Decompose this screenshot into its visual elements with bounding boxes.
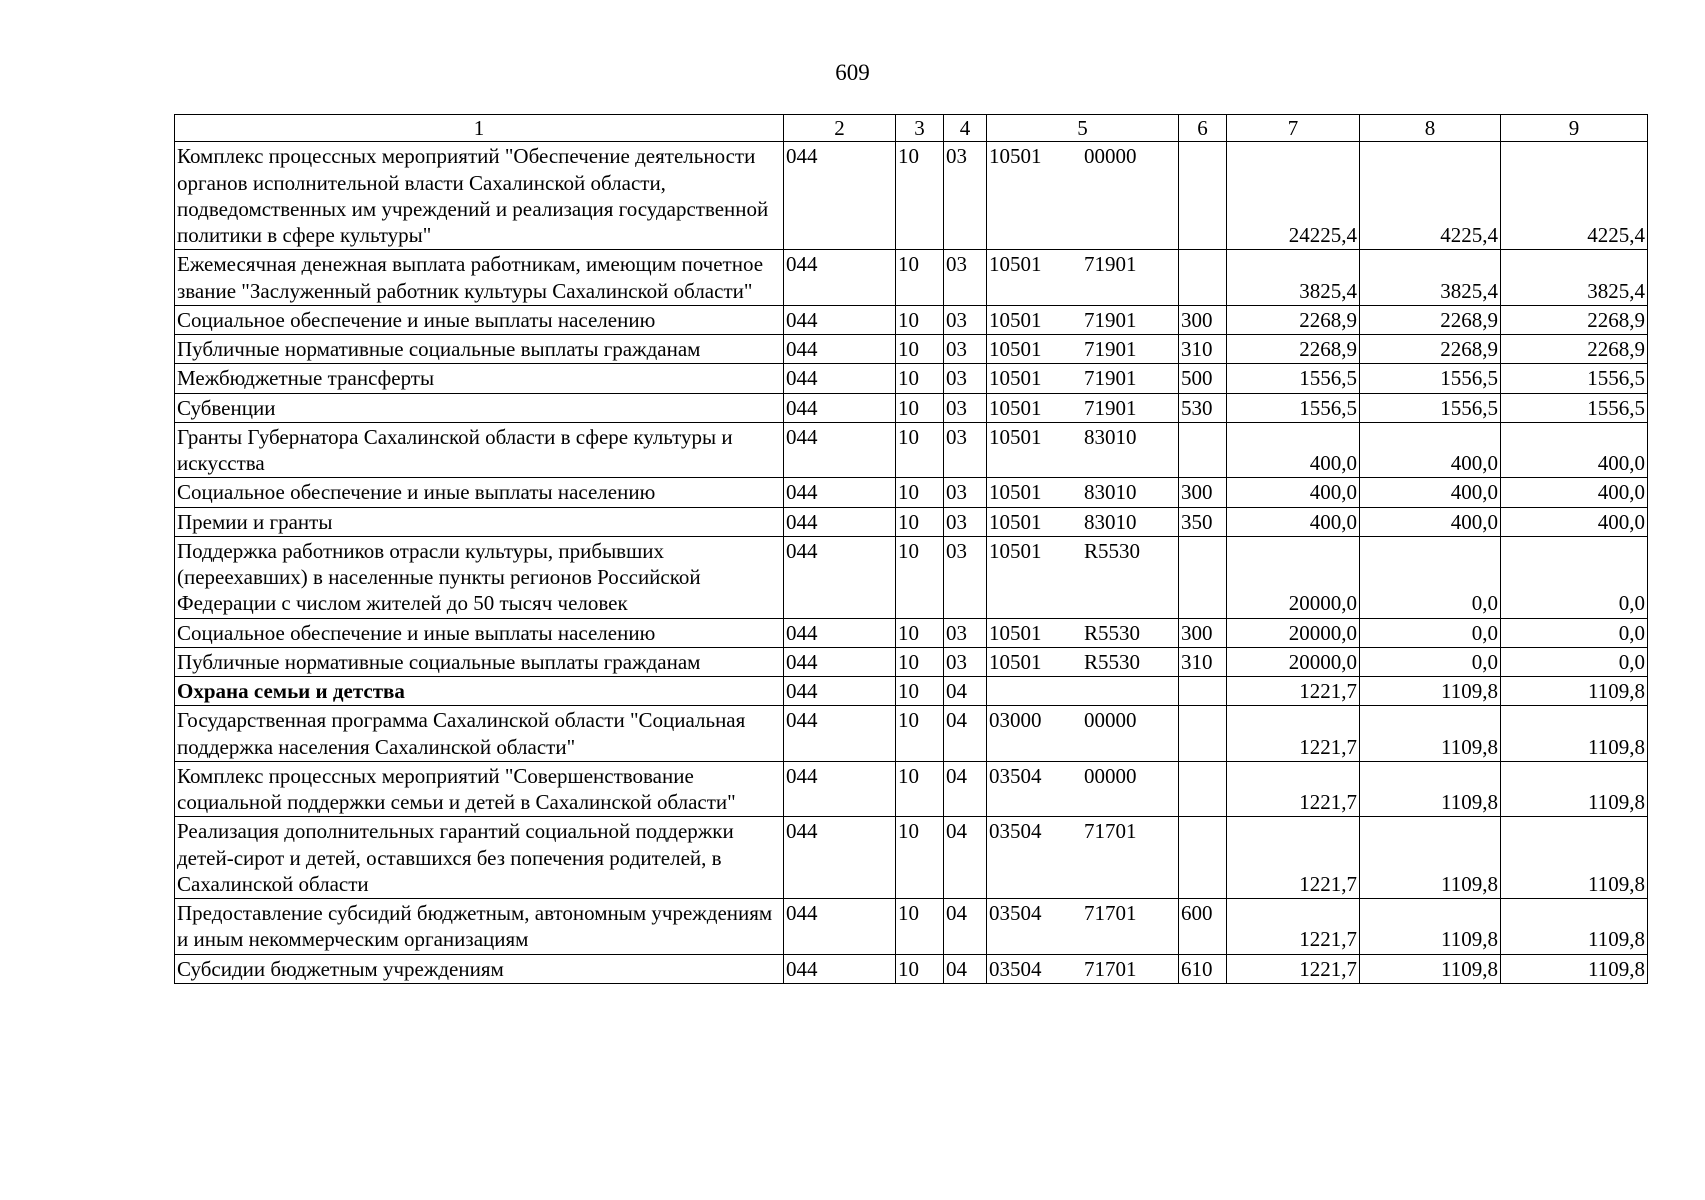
amount-year2-cell: 3825,4 (1360, 250, 1501, 306)
expense-type-cell (1179, 817, 1227, 899)
target-article-program-code: 10501 (989, 509, 1042, 534)
section-code-cell: 10 (896, 507, 944, 536)
table-row (175, 250, 1648, 306)
amount-year1-cell: 20000,0 (1227, 618, 1360, 647)
expense-type-cell (1179, 706, 1227, 762)
target-article-cell (987, 478, 1179, 507)
row-name-cell: Публичные нормативные социальные выплаты гражданам (175, 647, 784, 676)
row-name-cell: Субсидии бюджетным учреждениям (175, 954, 784, 983)
table-row (175, 305, 1648, 334)
column-header-9: 9 (1501, 115, 1648, 142)
amount-year1-cell: 1221,7 (1227, 817, 1360, 899)
column-header-8: 8 (1360, 115, 1501, 142)
amount-year2-cell: 1109,8 (1360, 899, 1501, 955)
expense-type-cell: 530 (1179, 393, 1227, 422)
target-article-direction-code: 83010 (1084, 424, 1137, 449)
target-article-cell (987, 142, 1179, 250)
subsection-code-cell: 03 (944, 536, 987, 618)
ministry-code-cell: 044 (784, 761, 896, 817)
target-article-direction-code: 71901 (1084, 252, 1137, 277)
section-code-cell: 10 (896, 899, 944, 955)
ministry-code-cell: 044 (784, 335, 896, 364)
expense-type-cell: 300 (1179, 305, 1227, 334)
subsection-code-cell: 04 (944, 899, 987, 955)
target-article-cell (987, 761, 1179, 817)
expense-type-cell (1179, 250, 1227, 306)
amount-year3-cell: 1109,8 (1501, 761, 1648, 817)
column-header-1: 1 (175, 115, 784, 142)
target-article-cell (987, 954, 1179, 983)
amount-year1-cell: 1556,5 (1227, 364, 1360, 393)
table-row (175, 618, 1648, 647)
amount-year2-cell: 1109,8 (1360, 817, 1501, 899)
amount-year1-cell: 3825,4 (1227, 250, 1360, 306)
row-name-cell: Социальное обеспечение и иные выплаты населению (175, 618, 784, 647)
expense-type-cell: 350 (1179, 507, 1227, 536)
target-article-program-code: 10501 (989, 337, 1042, 361)
row-name-cell: Предоставление субсидий бюджетным, автономным учреждениям и иным некоммерческим организациям (175, 899, 784, 955)
table-row (175, 335, 1648, 364)
subsection-code-cell: 04 (944, 677, 987, 706)
amount-year3-cell: 1109,8 (1501, 677, 1648, 706)
row-name-cell: Гранты Губернатора Сахалинской области в сфере культуры и искусства (175, 422, 784, 478)
ministry-code-cell: 044 (784, 364, 896, 393)
target-article-direction-code: 71701 (1084, 901, 1137, 925)
amount-year2-cell: 1109,8 (1360, 706, 1501, 762)
section-code-cell: 10 (896, 478, 944, 507)
expense-type-cell: 300 (1179, 478, 1227, 507)
subsection-code-cell: 03 (944, 305, 987, 334)
target-article-program-code: 10501 (989, 620, 1042, 645)
target-article-direction-code: R5530 (1084, 620, 1141, 645)
target-article-program-code: 10501 (989, 649, 1042, 674)
target-article-cell (987, 677, 1179, 706)
subsection-code-cell: 04 (944, 817, 987, 899)
amount-year3-cell: 400,0 (1501, 478, 1648, 507)
target-article-program-code: 10501 (989, 424, 1042, 449)
amount-year3-cell: 0,0 (1501, 647, 1648, 676)
table-row (175, 422, 1648, 478)
amount-year2-cell: 400,0 (1360, 422, 1501, 478)
subsection-code-cell: 03 (944, 335, 987, 364)
amount-year3-cell: 2268,9 (1501, 335, 1648, 364)
target-article-cell (987, 817, 1179, 899)
ministry-code-cell: 044 (784, 507, 896, 536)
target-article-cell (987, 899, 1179, 955)
expense-type-cell: 610 (1179, 954, 1227, 983)
section-code-cell: 10 (896, 706, 944, 762)
table-row (175, 706, 1648, 762)
amount-year1-cell: 1221,7 (1227, 761, 1360, 817)
expense-type-cell: 500 (1179, 364, 1227, 393)
expense-type-cell (1179, 422, 1227, 478)
subsection-code-cell: 03 (944, 507, 987, 536)
table-row (175, 817, 1648, 899)
target-article-cell (987, 536, 1179, 618)
amount-year3-cell: 3825,4 (1501, 250, 1648, 306)
target-article-program-code: 10501 (989, 480, 1042, 505)
amount-year3-cell: 400,0 (1501, 422, 1648, 478)
row-name-cell: Комплекс процессных мероприятий "Обеспечение деятельности органов исполнительной власти Сахалинской области, подведомственных им учреждений и реализация государственной политики в сфере культуры" (175, 142, 784, 250)
subsection-code-cell: 03 (944, 250, 987, 306)
column-header-5: 5 (987, 115, 1179, 142)
section-code-cell: 10 (896, 647, 944, 676)
section-code-cell: 10 (896, 677, 944, 706)
expense-type-cell (1179, 142, 1227, 250)
amount-year3-cell: 400,0 (1501, 507, 1648, 536)
target-article-cell (987, 250, 1179, 306)
target-article-direction-code: R5530 (1084, 649, 1141, 674)
target-article-direction-code: 83010 (1084, 509, 1137, 534)
amount-year2-cell: 400,0 (1360, 478, 1501, 507)
amount-year1-cell: 20000,0 (1227, 536, 1360, 618)
expense-type-cell: 310 (1179, 647, 1227, 676)
target-article-direction-code: 71901 (1084, 307, 1137, 332)
subsection-code-cell: 03 (944, 618, 987, 647)
table-row (175, 364, 1648, 393)
target-article-direction-code: 71701 (1084, 956, 1137, 981)
amount-year1-cell: 1221,7 (1227, 899, 1360, 955)
subsection-code-cell: 03 (944, 478, 987, 507)
amount-year3-cell: 0,0 (1501, 536, 1648, 618)
amount-year2-cell: 1556,5 (1360, 393, 1501, 422)
subsection-code-cell: 04 (944, 761, 987, 817)
amount-year1-cell: 400,0 (1227, 422, 1360, 478)
amount-year1-cell: 400,0 (1227, 478, 1360, 507)
target-article-direction-code: 71901 (1084, 395, 1137, 420)
target-article-program-code: 10501 (989, 252, 1042, 277)
target-article-program-code: 10501 (989, 395, 1042, 420)
table-row (175, 393, 1648, 422)
amount-year1-cell: 1556,5 (1227, 393, 1360, 422)
section-code-cell: 10 (896, 364, 944, 393)
amount-year3-cell: 4225,4 (1501, 142, 1648, 250)
expense-type-cell (1179, 536, 1227, 618)
ministry-code-cell: 044 (784, 817, 896, 899)
target-article-cell (987, 335, 1179, 364)
target-article-program-code: 03504 (989, 819, 1042, 844)
table-row (175, 899, 1648, 955)
table-body (175, 142, 1648, 984)
row-name-cell: Поддержка работников отрасли культуры, прибывших (переехавших) в населенные пункты регионов Российской Федерации с числом жителей до 50 тысяч человек (175, 536, 784, 618)
amount-year2-cell: 1109,8 (1360, 954, 1501, 983)
section-code-cell: 10 (896, 142, 944, 250)
table-row (175, 954, 1648, 983)
ministry-code-cell: 044 (784, 536, 896, 618)
amount-year2-cell: 4225,4 (1360, 142, 1501, 250)
section-code-cell: 10 (896, 817, 944, 899)
page-number: 609 (835, 60, 870, 85)
row-name-cell: Реализация дополнительных гарантий социальной поддержки детей-сирот и детей, оставшихся без попечения родителей, в Сахалинской области (175, 817, 784, 899)
expense-type-cell: 300 (1179, 618, 1227, 647)
target-article-program-code: 03504 (989, 956, 1042, 981)
target-article-program-code: 03504 (989, 763, 1042, 788)
row-name-cell: Социальное обеспечение и иные выплаты населению (175, 305, 784, 334)
amount-year1-cell: 20000,0 (1227, 647, 1360, 676)
expense-type-cell (1179, 761, 1227, 817)
header-row (175, 115, 1648, 142)
table-row (175, 536, 1648, 618)
row-name-cell: Межбюджетные трансферты (175, 364, 784, 393)
amount-year2-cell: 2268,9 (1360, 305, 1501, 334)
amount-year2-cell: 2268,9 (1360, 335, 1501, 364)
column-header-4: 4 (944, 115, 987, 142)
ministry-code-cell: 044 (784, 706, 896, 762)
target-article-program-code: 10501 (989, 366, 1042, 391)
subsection-code-cell: 03 (944, 364, 987, 393)
budget-table (174, 114, 1648, 984)
column-header-7: 7 (1227, 115, 1360, 142)
column-header-2: 2 (784, 115, 896, 142)
target-article-direction-code: 71901 (1084, 366, 1137, 391)
table-row (175, 647, 1648, 676)
ministry-code-cell: 044 (784, 677, 896, 706)
row-name-cell: Премии и гранты (175, 507, 784, 536)
section-code-cell: 10 (896, 250, 944, 306)
target-article-cell (987, 364, 1179, 393)
target-article-cell (987, 647, 1179, 676)
target-article-direction-code: 00000 (1084, 144, 1137, 169)
target-article-direction-code: 71901 (1084, 337, 1137, 361)
target-article-cell (987, 422, 1179, 478)
subsection-code-cell: 03 (944, 142, 987, 250)
amount-year3-cell: 0,0 (1501, 618, 1648, 647)
row-name-cell: Социальное обеспечение и иные выплаты населению (175, 478, 784, 507)
target-article-program-code: 10501 (989, 307, 1042, 332)
target-article-direction-code: 00000 (1084, 763, 1137, 788)
section-code-cell: 10 (896, 422, 944, 478)
row-name-cell: Ежемесячная денежная выплата работникам, имеющим почетное звание "Заслуженный работник культуры Сахалинской области" (175, 250, 784, 306)
table-row (175, 677, 1648, 706)
ministry-code-cell: 044 (784, 250, 896, 306)
section-code-cell: 10 (896, 618, 944, 647)
row-name-cell: Субвенции (175, 393, 784, 422)
target-article-direction-code: 00000 (1084, 708, 1137, 733)
amount-year2-cell: 0,0 (1360, 647, 1501, 676)
amount-year3-cell: 2268,9 (1501, 305, 1648, 334)
ministry-code-cell: 044 (784, 954, 896, 983)
amount-year2-cell: 400,0 (1360, 507, 1501, 536)
amount-year3-cell: 1109,8 (1501, 899, 1648, 955)
target-article-cell (987, 507, 1179, 536)
expense-type-cell (1179, 677, 1227, 706)
column-header-6: 6 (1179, 115, 1227, 142)
target-article-direction-code: 83010 (1084, 480, 1137, 505)
section-code-cell: 10 (896, 954, 944, 983)
subsection-code-cell: 03 (944, 422, 987, 478)
ministry-code-cell: 044 (784, 305, 896, 334)
expense-type-cell: 600 (1179, 899, 1227, 955)
ministry-code-cell: 044 (784, 478, 896, 507)
ministry-code-cell: 044 (784, 899, 896, 955)
ministry-code-cell: 044 (784, 422, 896, 478)
amount-year1-cell: 2268,9 (1227, 335, 1360, 364)
amount-year2-cell: 1109,8 (1360, 761, 1501, 817)
target-article-program-code: 10501 (989, 144, 1042, 169)
section-code-cell: 10 (896, 761, 944, 817)
amount-year3-cell: 1109,8 (1501, 817, 1648, 899)
amount-year1-cell: 400,0 (1227, 507, 1360, 536)
target-article-direction-code: R5530 (1084, 538, 1141, 563)
ministry-code-cell: 044 (784, 393, 896, 422)
target-article-program-code: 03504 (989, 901, 1042, 925)
table-row (175, 761, 1648, 817)
subsection-code-cell: 03 (944, 647, 987, 676)
section-code-cell: 10 (896, 305, 944, 334)
amount-year2-cell: 0,0 (1360, 536, 1501, 618)
amount-year3-cell: 1109,8 (1501, 954, 1648, 983)
amount-year3-cell: 1556,5 (1501, 393, 1648, 422)
amount-year1-cell: 2268,9 (1227, 305, 1360, 334)
amount-year2-cell: 1109,8 (1360, 677, 1501, 706)
ministry-code-cell: 044 (784, 142, 896, 250)
column-header-3: 3 (896, 115, 944, 142)
amount-year2-cell: 1556,5 (1360, 364, 1501, 393)
row-name-cell: Публичные нормативные социальные выплаты гражданам (175, 335, 784, 364)
subsection-code-cell: 03 (944, 393, 987, 422)
target-article-cell (987, 706, 1179, 762)
section-code-cell: 10 (896, 335, 944, 364)
amount-year1-cell: 1221,7 (1227, 677, 1360, 706)
subsection-code-cell: 04 (944, 954, 987, 983)
amount-year1-cell: 1221,7 (1227, 706, 1360, 762)
amount-year3-cell: 1556,5 (1501, 364, 1648, 393)
ministry-code-cell: 044 (784, 647, 896, 676)
expense-type-cell: 310 (1179, 335, 1227, 364)
target-article-direction-code: 71701 (1084, 819, 1137, 844)
subsection-code-cell: 04 (944, 706, 987, 762)
table-row (175, 507, 1648, 536)
table-row (175, 478, 1648, 507)
table-row (175, 142, 1648, 250)
section-code-cell: 10 (896, 393, 944, 422)
section-code-cell: 10 (896, 536, 944, 618)
row-name-cell: Государственная программа Сахалинской области "Социальная поддержка населения Сахалинской области" (175, 706, 784, 762)
row-name-cell: Комплекс процессных мероприятий "Совершенствование социальной поддержки семьи и детей в Сахалинской области" (175, 761, 784, 817)
amount-year1-cell: 1221,7 (1227, 954, 1360, 983)
target-article-program-code: 10501 (989, 538, 1042, 563)
row-name-cell: Охрана семьи и детства (175, 677, 784, 706)
ministry-code-cell: 044 (784, 618, 896, 647)
target-article-cell (987, 618, 1179, 647)
amount-year3-cell: 1109,8 (1501, 706, 1648, 762)
target-article-program-code: 03000 (989, 708, 1042, 733)
amount-year2-cell: 0,0 (1360, 618, 1501, 647)
target-article-cell (987, 393, 1179, 422)
target-article-cell (987, 305, 1179, 334)
amount-year1-cell: 24225,4 (1227, 142, 1360, 250)
